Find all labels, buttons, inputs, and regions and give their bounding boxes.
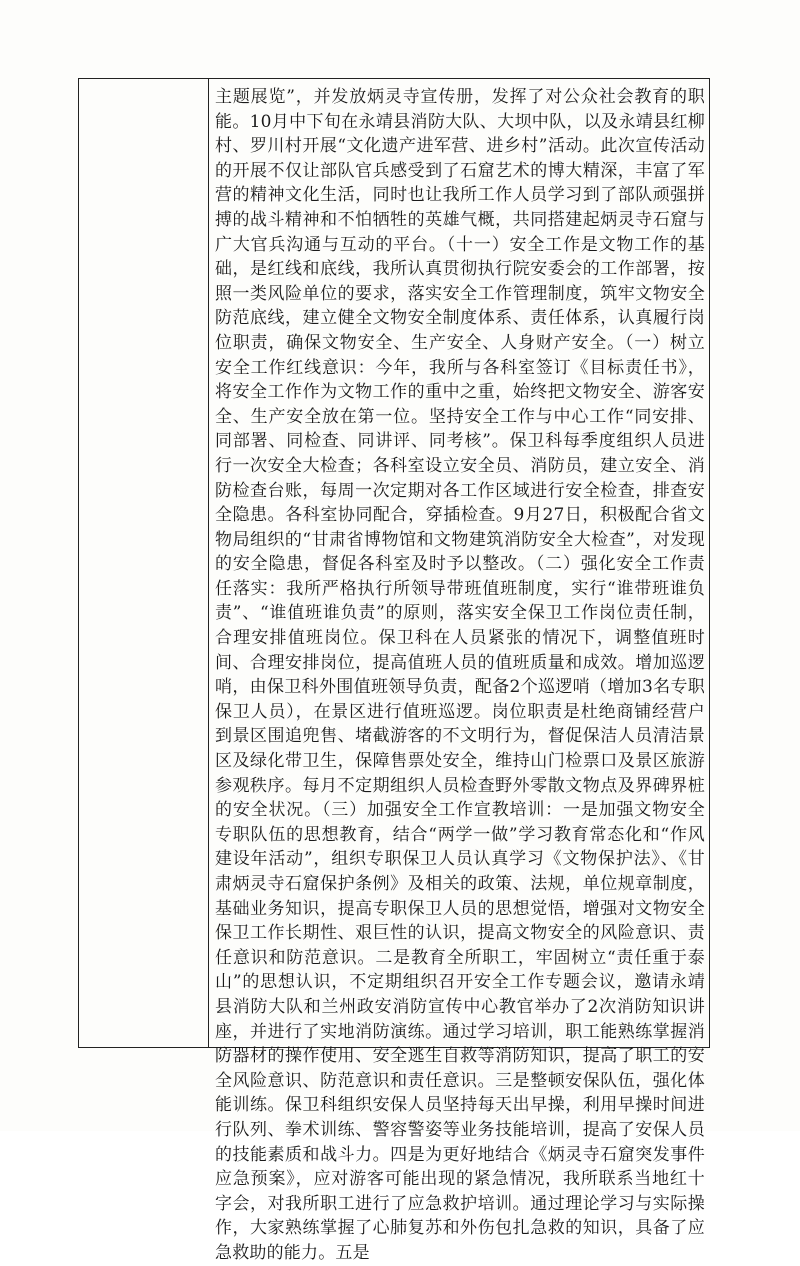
table-content-cell	[209, 79, 709, 1263]
table-label-column	[79, 79, 209, 1047]
report-body-text: 主题展览”，并发放炳灵寺宣传册，发挥了对公众社会教育的职能。10月中下旬在永靖县消防大队、大坝中队，以及永靖县红柳村、罗川村开展“文化遗产进军营、进乡村”活动。此次宣传活动的开展不仅让部队官兵感受到了石窟艺术的博大精深，丰富了军营的精神文化生活，同时也让我所工作人员学习到了部队顽强拼搏的战斗精神和不怕牺牲的英雄气概，共同搭建起炳灵寺石窟与广大官兵沟通与互动的平台。（十一）安全工作是文物工作的基础，是红线和底线，我所认真贯彻执行院安委会的工作部署，按照一类风险单位的要求，落实安全工作管理制度，筑牢文物安全防范底线，建立健全文物安全制度体系、责任体系，认真履行岗位职责，确保文物安全、生产安全、人身财产安全。（一）树立安全工作红线意识：今年，我所与各科室签订《目标责任书》，将安全工作作为文物工作的重中之重，始终把文物安全、游客安全、生产安全放在第一位。坚持安全工作与中心工作“同安排、同部署、同检查、同讲评、同考核”。保卫科每季度组织人员进行一次安全大检查；各科室设立安全员、消防员，建立安全、消防检查台账，每周一次定期对各工作区域进行安全检查，排查安全隐患。各科室协同配合，穿插检查。9月27日，积极配合省文物局组织的“甘肃省博物馆和文物建筑消防安全大检查”，对发现的安全隐患，督促各科室及时予以整改。（二）强化安全工作责任落实：我所严格执行所领导带班值班制度，实行“谁带班谁负责”、“谁值班谁负责”的原则，落实安全保卫工作岗位责任制，合理安排值班岗位。保卫科在人员紧张的情况下，调整值班时间、合理安排岗位，提高值班人员的值班质量和成效。增加巡逻哨，由保卫科外围值班领导负责，配备2个巡逻哨（增加3名专职保卫人员），在景区进行值班巡逻。岗位职责是杜绝商铺经营户到景区围追兜售、堵截游客的不文明行为，督促保洁人员清洁景区及绿化带卫生，保障售票处安全，维持山门检票口及景区旅游参观秩序。每月不定期组织人员检查野外零散文物点及界碑界桩的安全状况。（三）加强安全工作宣教培训：一是加强文物安全专职队伍的思想教育，结合“两学一做”学习教育常态化和“作风建设年活动”，组织专职保卫人员认真学习《文物保护法》、《甘肃炳灵寺石窟保护条例》及相关的政策、法规，单位规章制度，基础业务知识，提高专职保卫人员的思想觉悟，增强对文物安全保卫工作长期性、艰巨性的认识，提高文物安全的风险意识、责任意识和防范意识。二是教育全所职工，牢固树立“责任重于泰山”的思想认识，不定期组织召开安全工作专题会议，邀请永靖县消防大队和兰州政安消防宣传中心教官举办了2次消防知识讲座，并进行了实地消防演练。通过学习培训，职工能熟练掌握消防器材的操作使用、安全逃生自救等消防知识，提高了职工的安全风险意识、防范意识和责任意识。三是整顿安保队伍，强化体能训练。保卫科组织安保人员坚持每天出早操，利用早操时间进行队列、拳术训练、警容警姿等业务技能培训，提高了安保人员的技能素质和战斗力。四是为更好地结合《炳灵寺石窟突发事件应急预案》，应对游客可能出现的紧急情况，我所联系当地红十字会，对我所职工进行了应急救护培训。通过理论学习与实际操作，大家熟练掌握了心肺复苏和外伤包扎急救的知识，具备了应急救助的能力。五是	[215, 87, 705, 1263]
form-table	[78, 78, 710, 1263]
